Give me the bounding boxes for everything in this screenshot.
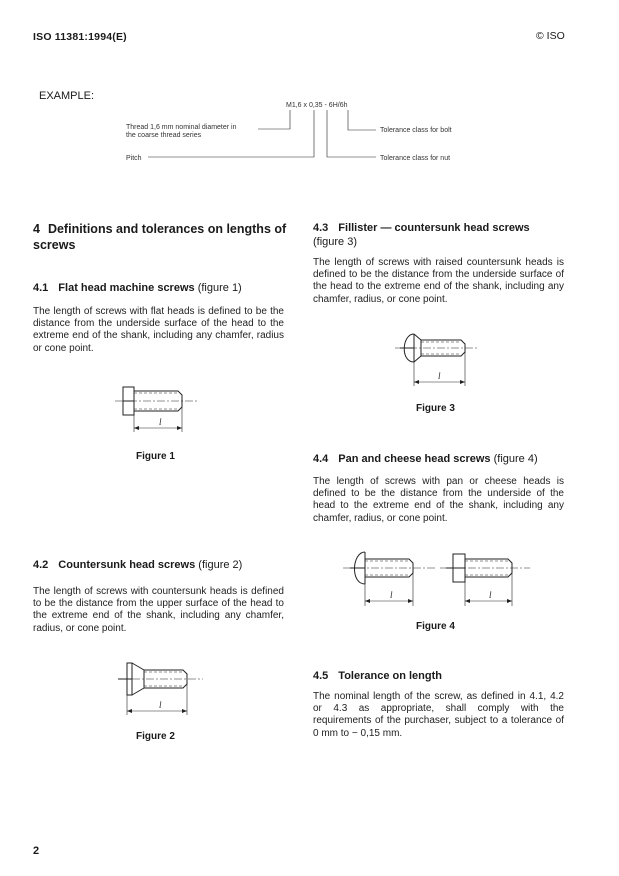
s45-title: Tolerance on length (338, 670, 442, 682)
s43-title: Fillister — countersunk head screws (338, 222, 530, 234)
s42-body: The length of screws with countersunk heads is defined to be the distance from the upper surface of the head to the extreme end of the shank, including any chamfer, radius, or cone point. (33, 586, 284, 634)
s42-figure-ref: (figure 2) (198, 559, 243, 571)
s42-number: 4.2 (33, 559, 49, 571)
figure-4a-length-label: l (390, 590, 393, 600)
figure-2-length-label: l (159, 700, 162, 710)
figure-4-caption: Figure 4 (416, 621, 455, 632)
tolerance-nut-label: Tolerance class for nut (380, 155, 451, 162)
page-number: 2 (33, 845, 40, 857)
figure-4b-length-label: l (489, 590, 492, 600)
figure-3-fillister-countersunk-screw (395, 330, 485, 390)
s44-body: The length of screws with pan or cheese heads is defined to be the distance from the underside of the head to the extreme end of the shank, including any chamfer, radius, or cone point. (313, 476, 564, 524)
s45-heading (313, 669, 442, 683)
s41-heading (33, 281, 242, 295)
s41-body: The length of screws with flat heads is defined to be the distance from the underside surface of the head to the extreme end of the shank, including any chamfer, radius or cone point. (33, 306, 284, 354)
section-4-title: Definitions and tolerances on lengths of screws (33, 222, 287, 252)
s44-heading (313, 452, 538, 466)
s45-number: 4.5 (313, 670, 329, 682)
pitch-label: Pitch (126, 155, 142, 162)
s45-body: The nominal length of the screw, as defined in 4.1, 4.2 or 4.3 as appropriate, shall comply with the requirements of the purchaser, subject to a tolerance of 0 mm to − 0,15 mm. (313, 691, 564, 739)
standard-designation: ISO 11381:1994(E) (33, 31, 127, 43)
s41-number: 4.1 (33, 282, 49, 294)
figure-3-length-label: l (438, 371, 441, 381)
figure-1-caption: Figure 1 (136, 451, 175, 462)
s43-number: 4.3 (313, 222, 329, 234)
figure-1-length-label: l (159, 417, 162, 427)
section-4-heading (33, 221, 288, 253)
thread-note-line2: the coarse thread series (126, 132, 202, 139)
example-label: EXAMPLE: (39, 90, 95, 102)
designation-leader-lines (0, 0, 619, 200)
figure-4-pan-head-screw (343, 548, 439, 608)
s44-title: Pan and cheese head screws (338, 453, 491, 465)
s41-title: Flat head machine screws (58, 282, 195, 294)
s43-heading (313, 221, 530, 235)
s41-figure-ref: (figure 1) (197, 282, 242, 294)
section-4-number: 4 (33, 222, 40, 236)
s43-body: The length of screws with raised countersunk heads is defined to be the distance from the underside surface of the head to the extreme end of the shank, including any chamfer, radius, or cone point. (313, 257, 564, 305)
thread-note-line1: Thread 1,6 mm nominal diameter in (126, 124, 237, 131)
s42-title: Countersunk head screws (58, 559, 196, 571)
tolerance-bolt-label: Tolerance class for bolt (380, 127, 452, 134)
figure-2-countersunk-screw (115, 660, 205, 720)
s44-figure-ref: (figure 4) (493, 453, 538, 465)
s44-number: 4.4 (313, 453, 329, 465)
figure-1-flat-head-screw (110, 380, 200, 440)
figure-4-cheese-head-screw (440, 548, 536, 608)
figure-2-caption: Figure 2 (136, 731, 175, 742)
thread-designation: M1,6 x 0,35 - 6H/6h (286, 102, 348, 109)
copyright-mark: © ISO (536, 30, 565, 42)
s43-figure-ref: (figure 3) (313, 236, 358, 248)
s42-heading (33, 558, 242, 572)
figure-3-caption: Figure 3 (416, 403, 455, 414)
